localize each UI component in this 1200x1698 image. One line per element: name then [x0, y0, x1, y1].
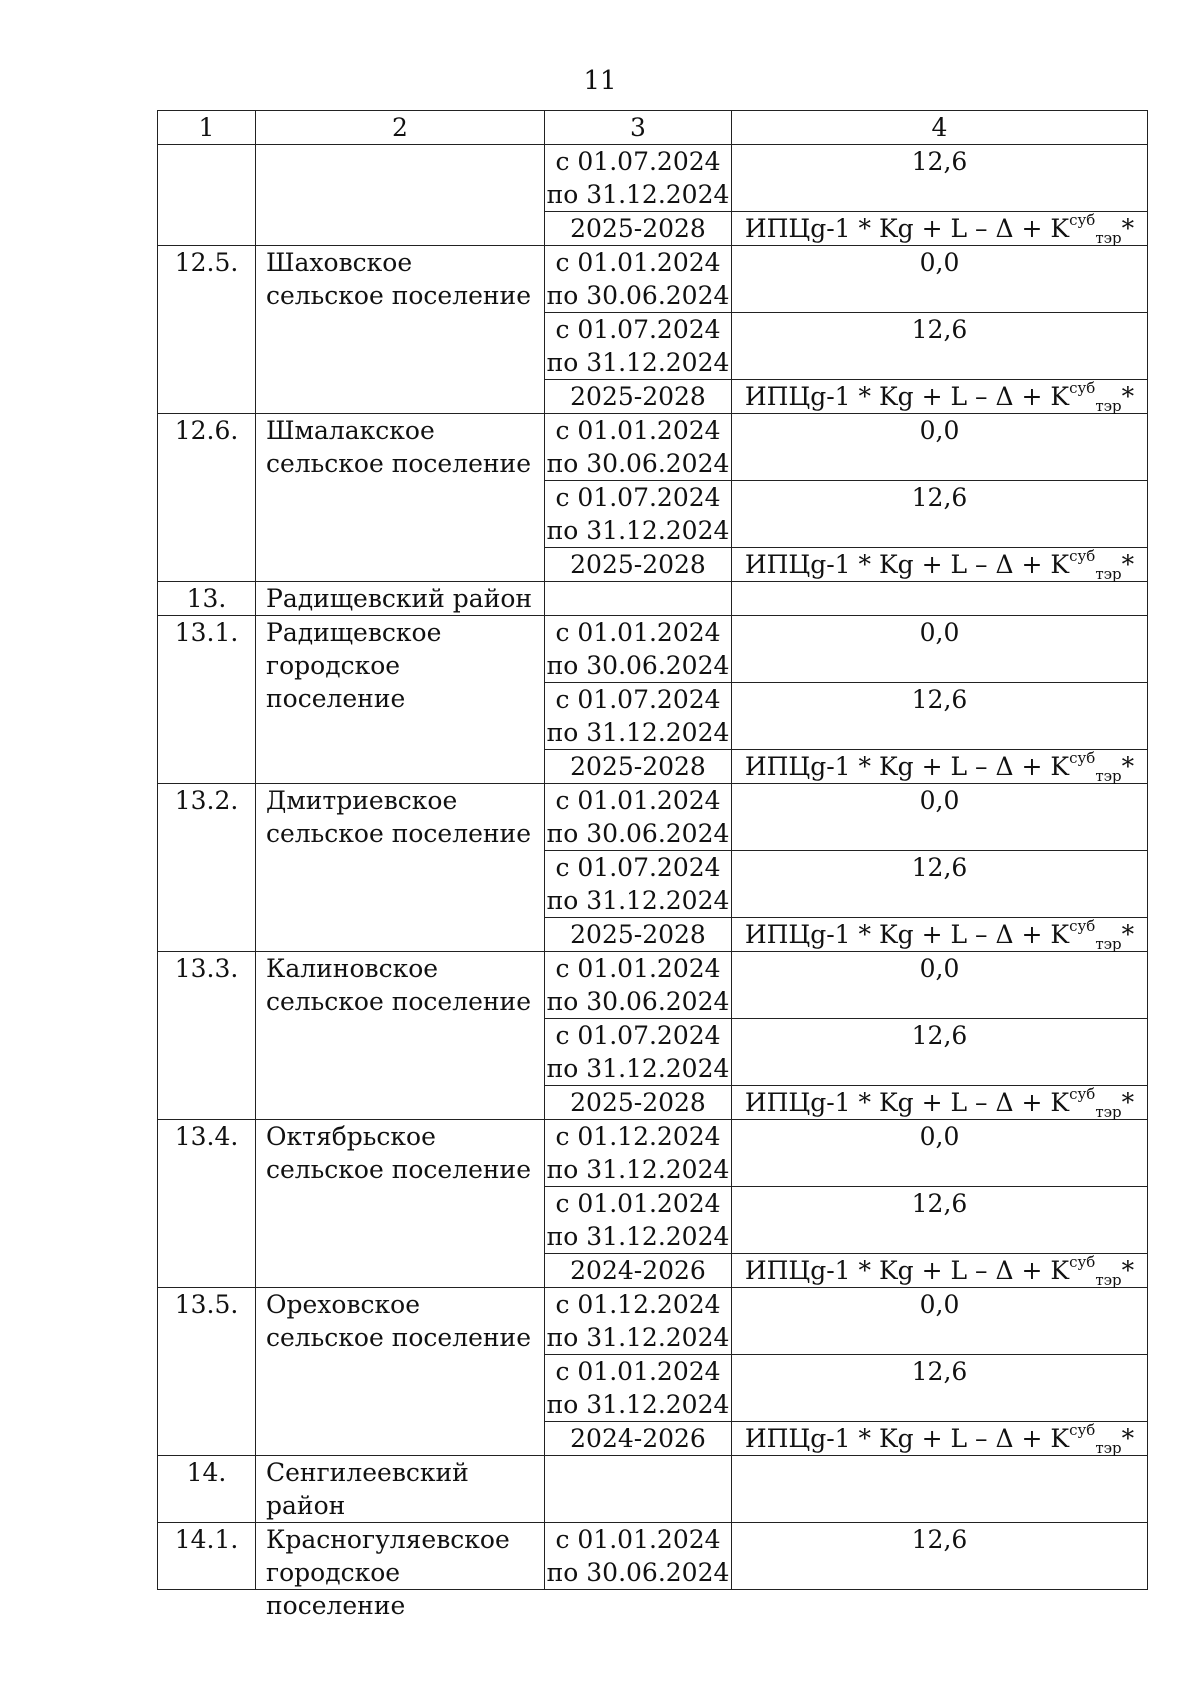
formula-tail: * — [1121, 1088, 1135, 1117]
settlement-name-line: Дмитриевское — [266, 786, 458, 815]
value-cell: 0,0 — [732, 246, 1148, 313]
settlement-name — [256, 1120, 545, 1288]
formula-text — [744, 748, 1135, 785]
period-cell — [545, 313, 732, 380]
period-cell — [545, 784, 732, 851]
period-cell — [545, 1120, 732, 1187]
period-line: с 01.01.2024 — [555, 1525, 721, 1554]
settlement-name — [256, 616, 545, 784]
period-line: по 31.12.2024 — [546, 180, 730, 209]
formula-superscript: суб — [1069, 1084, 1096, 1103]
period-line: с 01.12.2024 — [555, 1122, 721, 1151]
period-line: с 01.07.2024 — [555, 147, 721, 176]
formula-cell — [732, 212, 1148, 246]
settlement-name — [256, 414, 545, 582]
formula-subscript: тэр — [1095, 1439, 1122, 1457]
settlement-name-line: Ореховское — [266, 1290, 420, 1319]
table-row — [158, 1120, 1148, 1187]
empty-cell — [545, 582, 732, 616]
settlement-name-line: городское поселение — [266, 1558, 406, 1620]
period-line: 2025-2028 — [570, 550, 706, 579]
formula-cell — [732, 1254, 1148, 1288]
row-number: 13.2. — [158, 784, 256, 952]
formula-text — [744, 1252, 1135, 1289]
settlement-name-line: сельское поселение — [266, 1323, 532, 1352]
period-line: по 31.12.2024 — [546, 1054, 730, 1083]
formula-superscript: суб — [1069, 546, 1096, 565]
formula-tail: * — [1121, 752, 1135, 781]
formula-subscript: тэр — [1095, 935, 1122, 953]
settlement-name-line — [266, 178, 544, 211]
period-line: с 01.01.2024 — [555, 248, 721, 277]
formula-text — [744, 210, 1135, 247]
period-cell — [545, 1086, 732, 1120]
formula-subscript: тэр — [1095, 1271, 1122, 1289]
formula-text — [744, 1084, 1135, 1121]
period-cell — [545, 750, 732, 784]
formula-subscript: тэр — [1095, 1103, 1122, 1121]
period-line: по 31.12.2024 — [546, 1323, 730, 1352]
row-number: 12.6. — [158, 414, 256, 582]
value-cell: 12,6 — [732, 1523, 1148, 1590]
formula-tail: * — [1121, 1424, 1135, 1453]
formula-subscript: тэр — [1095, 229, 1122, 247]
period-cell — [545, 851, 732, 918]
formula-text — [744, 546, 1135, 583]
formula-cell — [732, 1086, 1148, 1120]
period-cell — [545, 616, 732, 683]
row-number: 14. — [158, 1456, 256, 1523]
settlement-name-line: Октябрьское — [266, 1122, 436, 1151]
formula-main: ИПЦg-1 * Kg + L – Δ + K — [744, 752, 1070, 781]
formula-text — [744, 916, 1135, 953]
formula-cell — [732, 750, 1148, 784]
period-line: по 31.12.2024 — [546, 1390, 730, 1419]
row-number: 13.1. — [158, 616, 256, 784]
period-cell — [545, 1288, 732, 1355]
settlement-name — [256, 784, 545, 952]
settlement-name-line: Радищевское — [266, 618, 442, 647]
period-cell — [545, 1523, 732, 1590]
period-line: 2025-2028 — [570, 382, 706, 411]
period-line: с 01.01.2024 — [555, 786, 721, 815]
period-line: по 30.06.2024 — [546, 1558, 730, 1587]
formula-superscript: суб — [1069, 210, 1096, 229]
period-line: по 31.12.2024 — [546, 718, 730, 747]
period-cell — [545, 918, 732, 952]
period-line: по 31.12.2024 — [546, 886, 730, 915]
formula-cell — [732, 548, 1148, 582]
value-cell: 12,6 — [732, 1355, 1148, 1422]
formula-tail: * — [1121, 920, 1135, 949]
table-row — [158, 952, 1148, 1019]
period-line: 2024-2026 — [570, 1256, 706, 1285]
formula-cell — [732, 918, 1148, 952]
settlement-name — [256, 1523, 545, 1620]
value-cell: 12,6 — [732, 683, 1148, 750]
settlement-name-line: городское поселение — [266, 651, 406, 713]
period-line: по 31.12.2024 — [546, 348, 730, 377]
period-line: 2025-2028 — [570, 752, 706, 781]
value-cell: 12,6 — [732, 1019, 1148, 1086]
period-line: по 31.12.2024 — [546, 1155, 730, 1184]
period-cell — [545, 683, 732, 750]
value-cell: 0,0 — [732, 616, 1148, 683]
formula-main: ИПЦg-1 * Kg + L – Δ + K — [744, 214, 1070, 243]
period-line: 2025-2028 — [570, 1088, 706, 1117]
period-cell — [545, 145, 732, 212]
table-row — [158, 246, 1148, 313]
value-cell: 0,0 — [732, 952, 1148, 1019]
district-row — [158, 582, 1148, 616]
period-line: с 01.01.2024 — [555, 1189, 721, 1218]
period-cell — [545, 1355, 732, 1422]
period-line: с 01.01.2024 — [555, 1357, 721, 1386]
period-line: 2024-2026 — [570, 1424, 706, 1453]
district-row — [158, 1456, 1148, 1523]
formula-tail: * — [1121, 214, 1135, 243]
formula-cell — [732, 380, 1148, 414]
district-name: Сенгилеевский район — [256, 1456, 545, 1523]
formula-cell — [732, 1422, 1148, 1456]
settlement-name — [256, 1288, 545, 1456]
formula-superscript: суб — [1069, 916, 1096, 935]
period-cell — [545, 414, 732, 481]
period-line: по 30.06.2024 — [546, 449, 730, 478]
formula-main: ИПЦg-1 * Kg + L – Δ + K — [744, 920, 1070, 949]
period-line: 2025-2028 — [570, 214, 706, 243]
value-cell: 12,6 — [732, 1187, 1148, 1254]
period-cell — [545, 1187, 732, 1254]
value-cell: 0,0 — [732, 1120, 1148, 1187]
formula-superscript: суб — [1069, 1420, 1096, 1439]
formula-text — [744, 378, 1135, 415]
period-cell — [545, 380, 732, 414]
settlement-name-line: Красногуляевское — [266, 1525, 510, 1554]
tariff-table — [157, 110, 1148, 1620]
table-row — [158, 616, 1148, 683]
district-name: Радищевский район — [256, 582, 545, 616]
period-line: с 01.07.2024 — [555, 315, 721, 344]
period-line: по 30.06.2024 — [546, 651, 730, 680]
period-line: по 31.12.2024 — [546, 516, 730, 545]
settlement-name-line: Шмалакское — [266, 416, 435, 445]
formula-main: ИПЦg-1 * Kg + L – Δ + K — [744, 550, 1070, 579]
period-line: с 01.01.2024 — [555, 618, 721, 647]
column-header-3: 3 — [545, 111, 732, 145]
settlement-name-line: Калиновское — [266, 954, 439, 983]
formula-tail: * — [1121, 1256, 1135, 1285]
settlement-name-line: сельское поселение — [266, 281, 532, 310]
period-line: по 30.06.2024 — [546, 281, 730, 310]
period-line: по 30.06.2024 — [546, 987, 730, 1016]
settlement-name-line: сельское поселение — [266, 987, 532, 1016]
period-line: с 01.07.2024 — [555, 1021, 721, 1050]
value-cell: 0,0 — [732, 784, 1148, 851]
page-number: 11 — [583, 66, 617, 96]
empty-cell — [545, 1456, 732, 1523]
formula-subscript: тэр — [1095, 397, 1122, 415]
table-row — [158, 145, 1148, 212]
formula-superscript: суб — [1069, 1252, 1096, 1271]
table-row — [158, 1288, 1148, 1355]
column-header-4: 4 — [732, 111, 1148, 145]
row-number: 13.5. — [158, 1288, 256, 1456]
value-cell: 0,0 — [732, 1288, 1148, 1355]
table-row — [158, 784, 1148, 851]
settlement-name — [256, 246, 545, 414]
formula-main: ИПЦg-1 * Kg + L – Δ + K — [744, 1256, 1070, 1285]
value-cell: 12,6 — [732, 481, 1148, 548]
empty-cell — [732, 1456, 1148, 1523]
column-header-2: 2 — [256, 111, 545, 145]
period-cell — [545, 1422, 732, 1456]
settlement-name — [256, 145, 545, 246]
settlement-name-line: сельское поселение — [266, 1155, 532, 1184]
settlement-name — [256, 952, 545, 1120]
row-number — [158, 145, 256, 246]
formula-main: ИПЦg-1 * Kg + L – Δ + K — [744, 1424, 1070, 1453]
period-line: с 01.07.2024 — [555, 685, 721, 714]
value-cell: 0,0 — [732, 414, 1148, 481]
table-row — [158, 1523, 1148, 1590]
settlement-name-line: сельское поселение — [266, 449, 532, 478]
row-number: 13. — [158, 582, 256, 616]
period-cell — [545, 212, 732, 246]
settlement-name-line: Шаховское — [266, 248, 413, 277]
period-line: с 01.01.2024 — [555, 954, 721, 983]
formula-text — [744, 1420, 1135, 1457]
period-line: с 01.07.2024 — [555, 853, 721, 882]
settlement-name-line: сельское поселение — [266, 819, 532, 848]
settlement-name-line — [266, 145, 544, 178]
period-cell — [545, 1254, 732, 1288]
period-line: с 01.07.2024 — [555, 483, 721, 512]
table-header-row — [158, 111, 1148, 145]
formula-subscript: тэр — [1095, 767, 1122, 785]
period-cell — [545, 1019, 732, 1086]
period-cell — [545, 481, 732, 548]
formula-main: ИПЦg-1 * Kg + L – Δ + K — [744, 1088, 1070, 1117]
formula-tail: * — [1121, 550, 1135, 579]
period-line: с 01.12.2024 — [555, 1290, 721, 1319]
period-cell — [545, 548, 732, 582]
period-line: по 31.12.2024 — [546, 1222, 730, 1251]
period-line: 2025-2028 — [570, 920, 706, 949]
row-number: 14.1. — [158, 1523, 256, 1590]
period-line: по 30.06.2024 — [546, 819, 730, 848]
column-header-1: 1 — [158, 111, 256, 145]
empty-cell — [732, 582, 1148, 616]
formula-main: ИПЦg-1 * Kg + L – Δ + K — [744, 382, 1070, 411]
period-cell — [545, 246, 732, 313]
value-cell: 12,6 — [732, 145, 1148, 212]
table-row — [158, 414, 1148, 481]
row-number: 12.5. — [158, 246, 256, 414]
value-cell: 12,6 — [732, 313, 1148, 380]
period-line: с 01.01.2024 — [555, 416, 721, 445]
formula-superscript: суб — [1069, 748, 1096, 767]
row-number: 13.4. — [158, 1120, 256, 1288]
row-number: 13.3. — [158, 952, 256, 1120]
value-cell: 12,6 — [732, 851, 1148, 918]
formula-superscript: суб — [1069, 378, 1096, 397]
period-cell — [545, 952, 732, 1019]
formula-tail: * — [1121, 382, 1135, 411]
formula-subscript: тэр — [1095, 565, 1122, 583]
